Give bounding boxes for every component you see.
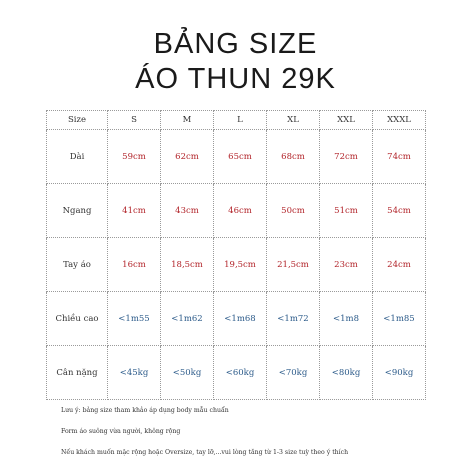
- table-cell: 50cm: [267, 184, 320, 238]
- header-size-s: S: [108, 111, 161, 130]
- header-size-xxxl: XXXL: [373, 111, 426, 130]
- note-line: Nếu khách muốn mặc rộng hoặc Oversize, tay lỡ,...vui lòng tăng từ 1-3 size tuỳ theo ý thích: [61, 449, 349, 456]
- table-cell: 18,5cm: [161, 238, 214, 292]
- header-size-m: M: [161, 111, 214, 130]
- table-cell: 68cm: [267, 130, 320, 184]
- table-header-row: [47, 111, 426, 130]
- table-cell: <60kg: [214, 346, 267, 400]
- table-cell: <1m85: [373, 292, 426, 346]
- note-line: Lưu ý: bảng size tham khảo áp dụng body mẫu chuẩn: [61, 407, 229, 414]
- note-line: Form áo suông vừa người, không rộng: [61, 428, 181, 435]
- table-cell: 41cm: [108, 184, 161, 238]
- table-cell: <45kg: [108, 346, 161, 400]
- table-cell: 74cm: [373, 130, 426, 184]
- row-label-width: Ngang: [47, 184, 108, 238]
- header-size-l: L: [214, 111, 267, 130]
- table-cell: 21,5cm: [267, 238, 320, 292]
- table-cell: 43cm: [161, 184, 214, 238]
- row-label-length: Dài: [47, 130, 108, 184]
- table-cell: <1m68: [214, 292, 267, 346]
- table-cell: <1m62: [161, 292, 214, 346]
- table-cell: 16cm: [108, 238, 161, 292]
- table-cell: 19,5cm: [214, 238, 267, 292]
- header-size-xl: XL: [267, 111, 320, 130]
- table-row: [47, 130, 426, 184]
- row-label-sleeve: Tay áo: [47, 238, 108, 292]
- header-size-label: Size: [47, 111, 108, 130]
- notes-section: [61, 406, 461, 469]
- table-cell: 24cm: [373, 238, 426, 292]
- table-row: [47, 184, 426, 238]
- page-title: BẢNG SIZE: [153, 28, 318, 60]
- row-label-height: Chiều cao: [47, 292, 108, 346]
- table-cell: <1m55: [108, 292, 161, 346]
- table-row: [47, 238, 426, 292]
- table-cell: 51cm: [320, 184, 373, 238]
- page-subtitle: ÁO THUN 29K: [135, 63, 336, 95]
- table-row: [47, 346, 426, 400]
- table-cell: <70kg: [267, 346, 320, 400]
- table-cell: 59cm: [108, 130, 161, 184]
- table-cell: 65cm: [214, 130, 267, 184]
- table-cell: 54cm: [373, 184, 426, 238]
- table-cell: <50kg: [161, 346, 214, 400]
- size-table: [46, 110, 426, 400]
- table-cell: 23cm: [320, 238, 373, 292]
- table-cell: <1m72: [267, 292, 320, 346]
- table-cell: <1m8: [320, 292, 373, 346]
- row-label-weight: Cân nặng: [47, 346, 108, 400]
- table-cell: <90kg: [373, 346, 426, 400]
- table-cell: 46cm: [214, 184, 267, 238]
- table-row: [47, 292, 426, 346]
- table-cell: 72cm: [320, 130, 373, 184]
- table-cell: 62cm: [161, 130, 214, 184]
- table-cell: <80kg: [320, 346, 373, 400]
- header-size-xxl: XXL: [320, 111, 373, 130]
